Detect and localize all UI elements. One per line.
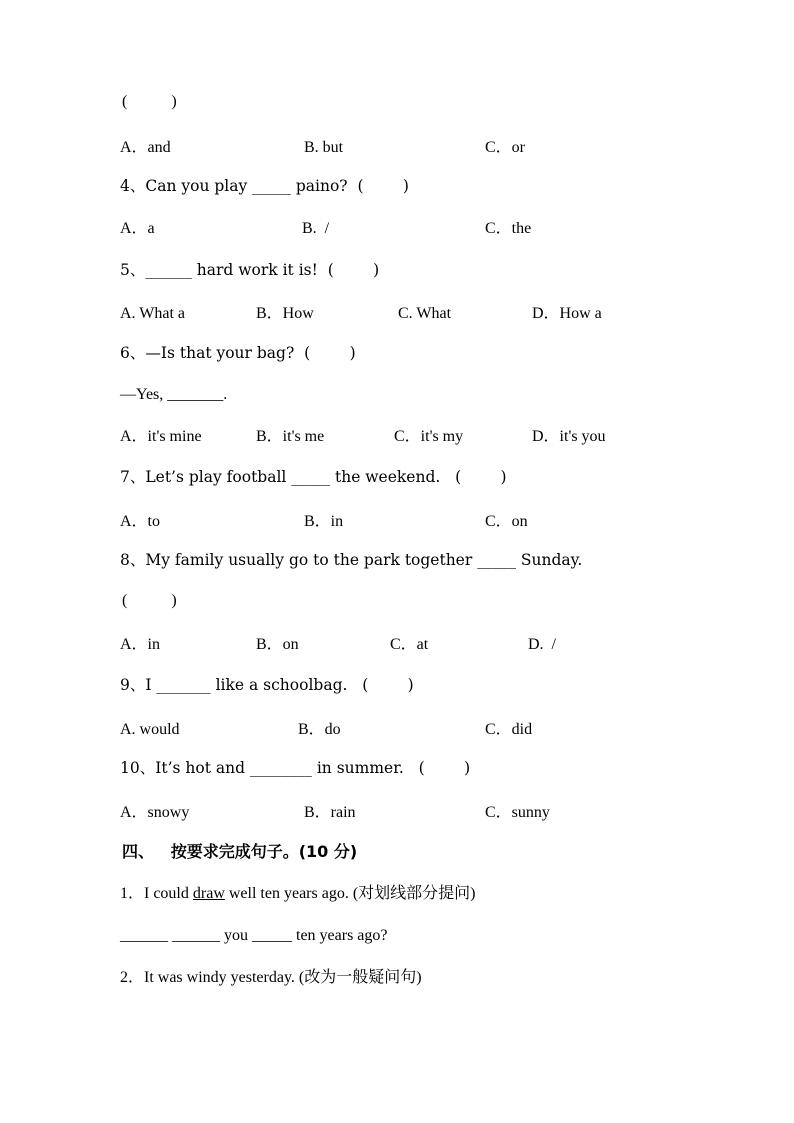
q8-option-b: B．on <box>256 636 299 653</box>
q8-stem: 8、My family usually go to the park together _____ Sunday. <box>120 551 583 569</box>
q4-stem: 4、Can you play _____ paino? ( ) <box>120 177 409 195</box>
q8-answer-parentheses: ( ) <box>122 592 177 609</box>
item-1-prefix: 1．I could <box>120 885 193 902</box>
q7-option-a: A．to <box>120 513 161 530</box>
q10-option-a: A．snowy <box>120 804 190 821</box>
q10-option-b: B．rain <box>304 804 356 821</box>
q6-stem: 6、—Is that your bag? ( ) <box>120 344 356 362</box>
q9-option-a: A. would <box>120 721 180 738</box>
q5-option-b: B．How <box>256 305 314 322</box>
item-1-suffix: well ten years ago. (对划线部分提问) <box>224 885 476 902</box>
q5-option-c: C. What <box>398 305 452 322</box>
q6-answer-line: —Yes, _______. <box>120 386 228 403</box>
q7-option-c: C．on <box>485 513 528 530</box>
q8-option-c: C．at <box>390 636 429 653</box>
q9-option-b: B．do <box>298 721 341 738</box>
q10-stem: 10、It’s hot and ________ in summer. ( ) <box>120 759 471 777</box>
q3-option-c: C．or <box>485 139 526 156</box>
q3-option-a: A．and <box>120 139 171 156</box>
section-4-item-1 <box>120 884 476 904</box>
q8-option-d: D. / <box>528 636 556 653</box>
q6-option-c: C．it's my <box>394 428 464 445</box>
q5-option-a: A. What a <box>120 305 186 322</box>
q6-option-b: B．it's me <box>256 428 325 445</box>
q4-option-c: C．the <box>485 220 532 237</box>
q4-option-b: B. / <box>302 220 330 237</box>
q8-option-a: A．in <box>120 636 161 653</box>
q5-stem: 5、______ hard work it is! ( ) <box>120 261 380 279</box>
q6-option-a: A．it's mine <box>120 428 202 445</box>
q6-option-d: D．it's you <box>532 428 606 445</box>
q7-option-b: B．in <box>304 513 344 530</box>
item-1-underlined-word: draw <box>192 885 225 902</box>
section-4-item-2: 2．It was windy yesterday. (改为一般疑问句) <box>120 969 422 986</box>
q4-option-a: A．a <box>120 220 155 237</box>
section-4-heading: 四、 按要求完成句子。(10 分) <box>122 842 358 861</box>
q9-stem: 9、I _______ like a schoolbag. ( ) <box>120 676 414 694</box>
q7-stem: 7、Let’s play football _____ the weekend. ( ) <box>120 468 507 486</box>
q5-option-d: D．How a <box>532 305 602 322</box>
q3-answer-parentheses: ( ) <box>122 93 177 110</box>
q9-option-c: C．did <box>485 721 533 738</box>
item-1-answer-line: ______ ______ you _____ ten years ago? <box>120 927 388 944</box>
q10-option-c: C．sunny <box>485 804 550 821</box>
q3-option-b: B. but <box>304 139 344 156</box>
